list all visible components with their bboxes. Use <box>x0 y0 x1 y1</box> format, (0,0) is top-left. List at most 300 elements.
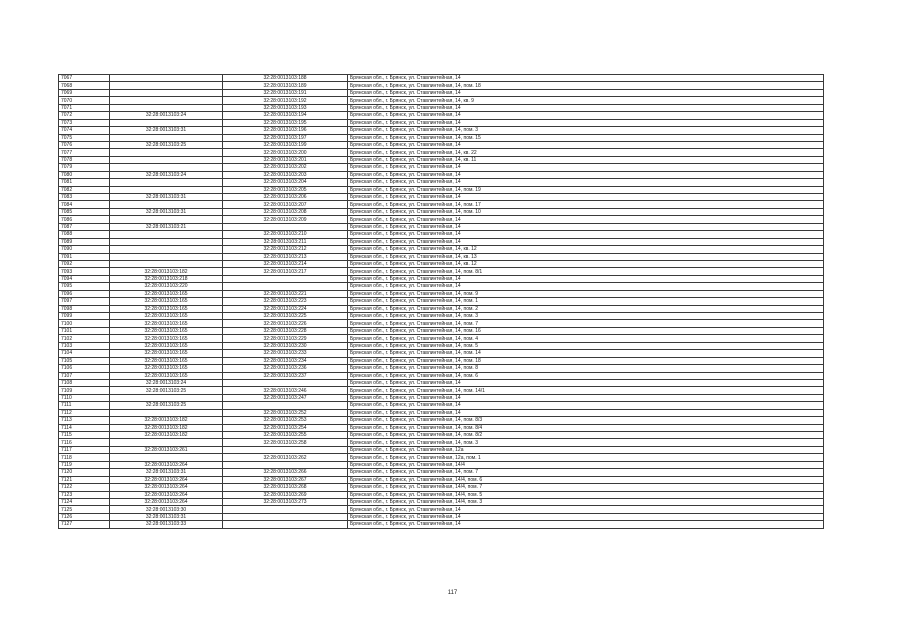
parent-cadastral-number-cell: 32:28:0013103:31 <box>110 127 223 134</box>
table-row <box>59 112 824 119</box>
row-number-cell: 7082 <box>59 186 110 193</box>
table-row <box>59 357 824 364</box>
cadastral-number-cell: 32:28:0013103:209 <box>223 216 348 223</box>
parent-cadastral-number-cell <box>110 260 223 267</box>
cadastral-number-cell: 32:28:0013103:247 <box>223 394 348 401</box>
table-row <box>59 164 824 171</box>
table-row <box>59 439 824 446</box>
address-cell: Брянская обл., г. Брянск, ул. Ставлинтейная, 14, пом. 8/1 <box>348 268 824 275</box>
table-row <box>59 119 824 126</box>
address-cell: Брянская обл., г. Брянск, ул. Ставлинтейная, 14, пом. 7 <box>348 320 824 327</box>
address-cell: Брянская обл., г. Брянск, ул. Ставлинтейная, 14 <box>348 394 824 401</box>
table-row <box>59 521 824 528</box>
address-cell: Брянская обл., г. Брянск, ул. Ставлинтейная, 14 <box>348 402 824 409</box>
row-number-cell: 7123 <box>59 491 110 498</box>
address-cell: Брянская обл., г. Брянск, ул. Ставлинтейная, 14 <box>348 171 824 178</box>
cadastral-number-cell: 32:28:0013103:189 <box>223 82 348 89</box>
parent-cadastral-number-cell: 32:28:0013103:21 <box>110 223 223 230</box>
row-number-cell: 7081 <box>59 179 110 186</box>
cadastral-number-cell: 32:28:0013103:211 <box>223 238 348 245</box>
cadastral-number-cell: 32:28:0013103:196 <box>223 127 348 134</box>
row-number-cell: 7097 <box>59 298 110 305</box>
parent-cadastral-number-cell <box>110 134 223 141</box>
parent-cadastral-number-cell: 32:28:0013103:165 <box>110 313 223 320</box>
table-row <box>59 75 824 82</box>
address-cell: Брянская обл., г. Брянск, ул. Ставлинтейная, 14, пом. 9 <box>348 290 824 297</box>
parent-cadastral-number-cell <box>110 238 223 245</box>
registry-table-container <box>58 74 824 529</box>
row-number-cell: 7100 <box>59 320 110 327</box>
row-number-cell: 7092 <box>59 260 110 267</box>
parent-cadastral-number-cell <box>110 75 223 82</box>
table-row <box>59 216 824 223</box>
cadastral-number-cell: 32:28:0013103:205 <box>223 186 348 193</box>
cadastral-number-cell: 32:28:0013103:255 <box>223 432 348 439</box>
table-row <box>59 208 824 215</box>
table-row <box>59 320 824 327</box>
table-row <box>59 246 824 253</box>
table-row <box>59 179 824 186</box>
parent-cadastral-number-cell <box>110 119 223 126</box>
row-number-cell: 7085 <box>59 208 110 215</box>
address-cell: Брянская обл., г. Брянск, ул. Ставлинтейная, 14/4, пом. 3 <box>348 498 824 505</box>
cadastral-number-cell: 32:28:0013103:206 <box>223 194 348 201</box>
table-row <box>59 372 824 379</box>
cadastral-number-cell: 32:28:0013103:268 <box>223 484 348 491</box>
parent-cadastral-number-cell: 32:28:0013103:31 <box>110 513 223 520</box>
cadastral-number-cell: 32:28:0013103:207 <box>223 201 348 208</box>
cadastral-number-cell: 32:28:0013103:221 <box>223 290 348 297</box>
address-cell: Брянская обл., г. Брянск, ул. Ставлинтейная, 14, пом. 3 <box>348 127 824 134</box>
address-cell: Брянская обл., г. Брянск, ул. Ставлинтейная, 14, пом. 3 <box>348 439 824 446</box>
parent-cadastral-number-cell <box>110 394 223 401</box>
parent-cadastral-number-cell <box>110 454 223 461</box>
parent-cadastral-number-cell: 32:28:0013103:165 <box>110 342 223 349</box>
parent-cadastral-number-cell <box>110 186 223 193</box>
cadastral-number-cell: 32:28:0013103:273 <box>223 498 348 505</box>
cadastral-number-cell: 32:28:0013103:213 <box>223 253 348 260</box>
address-cell: Брянская обл., г. Брянск, ул. Ставлинтейная, 14 <box>348 194 824 201</box>
address-cell: Брянская обл., г. Брянск, ул. Ставлинтейная, 14 <box>348 379 824 386</box>
row-number-cell: 7070 <box>59 97 110 104</box>
row-number-cell: 7098 <box>59 305 110 312</box>
address-cell: Брянская обл., г. Брянск, ул. Ставлинтейная, 14 <box>348 231 824 238</box>
row-number-cell: 7114 <box>59 424 110 431</box>
address-cell: Брянская обл., г. Брянск, ул. Ставлинтейная, 14, кв. 22 <box>348 149 824 156</box>
address-cell: Брянская обл., г. Брянск, ул. Ставлинтейная, 14 <box>348 513 824 520</box>
table-row <box>59 305 824 312</box>
row-number-cell: 7113 <box>59 417 110 424</box>
row-number-cell: 7115 <box>59 432 110 439</box>
cadastral-number-cell: 32:28:0013103:224 <box>223 305 348 312</box>
row-number-cell: 7067 <box>59 75 110 82</box>
table-row <box>59 446 824 453</box>
row-number-cell: 7076 <box>59 141 110 148</box>
table-row <box>59 432 824 439</box>
row-number-cell: 7118 <box>59 454 110 461</box>
cadastral-number-cell: 32:28:0013103:195 <box>223 119 348 126</box>
address-cell: Брянская обл., г. Брянск, ул. Ставлинтейная, 14, пом. 2 <box>348 305 824 312</box>
table-row <box>59 127 824 134</box>
parent-cadastral-number-cell <box>110 104 223 111</box>
address-cell: Брянская обл., г. Брянск, ул. Ставлинтейная, 14, пом. 8/4 <box>348 424 824 431</box>
cadastral-number-cell <box>223 446 348 453</box>
parent-cadastral-number-cell: 32:28:0013103:264 <box>110 476 223 483</box>
address-cell: Брянская обл., г. Брянск, ул. Ставлинтейная, 14, кв. 13 <box>348 253 824 260</box>
row-number-cell: 7105 <box>59 357 110 364</box>
parent-cadastral-number-cell: 32:28:0013103:31 <box>110 194 223 201</box>
table-row <box>59 379 824 386</box>
address-cell: Брянская обл., г. Брянск, ул. Ставлинтейная, 14, пом. 7 <box>348 469 824 476</box>
parent-cadastral-number-cell: 32:28:0013103:165 <box>110 335 223 342</box>
parent-cadastral-number-cell: 32:28:0013103:165 <box>110 372 223 379</box>
row-number-cell: 7074 <box>59 127 110 134</box>
parent-cadastral-number-cell: 32:28:0013103:165 <box>110 350 223 357</box>
address-cell: Брянская обл., г. Брянск, ул. Ставлинтейная, 14, пом. 8/3 <box>348 417 824 424</box>
row-number-cell: 7122 <box>59 484 110 491</box>
row-number-cell: 7096 <box>59 290 110 297</box>
table-row <box>59 298 824 305</box>
parent-cadastral-number-cell: 32:28:0013103:24 <box>110 171 223 178</box>
address-cell: Брянская обл., г. Брянск, ул. Ставлинтейная, 14, пом. 18 <box>348 82 824 89</box>
row-number-cell: 7095 <box>59 283 110 290</box>
cadastral-number-cell: 32:28:0013103:229 <box>223 335 348 342</box>
parent-cadastral-number-cell: 32:28:0013103:182 <box>110 417 223 424</box>
table-row <box>59 275 824 282</box>
address-cell: Брянская обл., г. Брянск, ул. Ставлинтейная, 14, пом. 16 <box>348 327 824 334</box>
address-cell: Брянская обл., г. Брянск, ул. Ставлинтейная, 14, пом. 14 <box>348 350 824 357</box>
cadastral-number-cell: 32:28:0013103:210 <box>223 231 348 238</box>
parent-cadastral-number-cell: 32:28:0013103:24 <box>110 112 223 119</box>
table-row <box>59 134 824 141</box>
parent-cadastral-number-cell: 32:28:0013103:165 <box>110 320 223 327</box>
address-cell: Брянская обл., г. Брянск, ул. Ставлинтейная, 14 <box>348 409 824 416</box>
cadastral-number-cell: 32:28:0013103:246 <box>223 387 348 394</box>
address-cell: Брянская обл., г. Брянск, ул. Ставлинтейная, 14, пом. 4 <box>348 335 824 342</box>
cadastral-number-cell: 32:28:0013103:204 <box>223 179 348 186</box>
address-cell: Брянская обл., г. Брянск, ул. Ставлинтейная, 14, кв. 9 <box>348 97 824 104</box>
parent-cadastral-number-cell: 32:28:0013103:182 <box>110 432 223 439</box>
cadastral-number-cell: 32:28:0013103:226 <box>223 320 348 327</box>
row-number-cell: 7091 <box>59 253 110 260</box>
address-cell: Брянская обл., г. Брянск, ул. Ставлинтейная, 14 <box>348 223 824 230</box>
cadastral-number-cell: 32:28:0013103:208 <box>223 208 348 215</box>
table-row <box>59 387 824 394</box>
table-row <box>59 149 824 156</box>
parent-cadastral-number-cell: 32:28:0013103:30 <box>110 506 223 513</box>
parent-cadastral-number-cell <box>110 409 223 416</box>
cadastral-number-cell <box>223 223 348 230</box>
row-number-cell: 7088 <box>59 231 110 238</box>
parent-cadastral-number-cell <box>110 246 223 253</box>
table-row <box>59 104 824 111</box>
table-row <box>59 402 824 409</box>
parent-cadastral-number-cell <box>110 439 223 446</box>
table-row <box>59 82 824 89</box>
row-number-cell: 7108 <box>59 379 110 386</box>
address-cell: Брянская обл., г. Брянск, ул. Ставлинтейная, 14, пом. 17 <box>348 201 824 208</box>
table-row <box>59 476 824 483</box>
address-cell: Брянская обл., г. Брянск, ул. Ставлинтейная, 14, пом. 5 <box>348 342 824 349</box>
address-cell: Брянская обл., г. Брянск, ул. Ставлинтейная, 14 <box>348 119 824 126</box>
table-row <box>59 194 824 201</box>
cadastral-number-cell: 32:28:0013103:258 <box>223 439 348 446</box>
cadastral-number-cell: 32:28:0013103:201 <box>223 156 348 163</box>
table-row <box>59 201 824 208</box>
table-row <box>59 260 824 267</box>
row-number-cell: 7089 <box>59 238 110 245</box>
parent-cadastral-number-cell: 32:28:0013103:165 <box>110 365 223 372</box>
address-cell: Брянская обл., г. Брянск, ул. Ставлинтейная, 14, пом. 6 <box>348 372 824 379</box>
address-cell: Брянская обл., г. Брянск, ул. Ставлинтейная, 14, пом. 8 <box>348 365 824 372</box>
cadastral-number-cell: 32:28:0013103:192 <box>223 97 348 104</box>
address-cell: Брянская обл., г. Брянск, ул. Ставлинтейная, 12а <box>348 446 824 453</box>
parent-cadastral-number-cell: 32:28:0013103:261 <box>110 446 223 453</box>
cadastral-number-cell <box>223 402 348 409</box>
row-number-cell: 7106 <box>59 365 110 372</box>
row-number-cell: 7080 <box>59 171 110 178</box>
parent-cadastral-number-cell <box>110 231 223 238</box>
cadastral-number-cell <box>223 283 348 290</box>
cadastral-number-cell: 32:28:0013103:217 <box>223 268 348 275</box>
parent-cadastral-number-cell <box>110 201 223 208</box>
cadastral-number-cell <box>223 521 348 528</box>
address-cell: Брянская обл., г. Брянск, ул. Ставлинтейная, 14, пом. 18 <box>348 357 824 364</box>
registry-table <box>58 74 824 529</box>
parent-cadastral-number-cell: 32:28:0013103:264 <box>110 491 223 498</box>
cadastral-number-cell: 32:28:0013103:269 <box>223 491 348 498</box>
parent-cadastral-number-cell <box>110 82 223 89</box>
parent-cadastral-number-cell: 32:28:0013103:31 <box>110 208 223 215</box>
parent-cadastral-number-cell <box>110 164 223 171</box>
table-row <box>59 365 824 372</box>
cadastral-number-cell <box>223 506 348 513</box>
parent-cadastral-number-cell: 32:28:0013103:264 <box>110 461 223 468</box>
parent-cadastral-number-cell: 32:28:0013103:165 <box>110 305 223 312</box>
parent-cadastral-number-cell: 32:28:0013103:165 <box>110 327 223 334</box>
cadastral-number-cell: 32:28:0013103:237 <box>223 372 348 379</box>
cadastral-number-cell: 32:28:0013103:230 <box>223 342 348 349</box>
table-row <box>59 350 824 357</box>
parent-cadastral-number-cell <box>110 149 223 156</box>
address-cell: Брянская обл., г. Брянск, ул. Ставлинтейная, 14, кв. 12 <box>348 246 824 253</box>
registry-table-body <box>59 75 824 529</box>
row-number-cell: 7102 <box>59 335 110 342</box>
cadastral-number-cell: 32:28:0013103:262 <box>223 454 348 461</box>
row-number-cell: 7125 <box>59 506 110 513</box>
cadastral-number-cell: 32:28:0013103:199 <box>223 141 348 148</box>
cadastral-number-cell: 32:28:0013103:267 <box>223 476 348 483</box>
parent-cadastral-number-cell: 32:28:0013103:31 <box>110 469 223 476</box>
row-number-cell: 7110 <box>59 394 110 401</box>
parent-cadastral-number-cell: 32:28:0013103:24 <box>110 379 223 386</box>
row-number-cell: 7107 <box>59 372 110 379</box>
row-number-cell: 7084 <box>59 201 110 208</box>
table-row <box>59 327 824 334</box>
row-number-cell: 7075 <box>59 134 110 141</box>
cadastral-number-cell: 32:28:0013103:188 <box>223 75 348 82</box>
cadastral-number-cell: 32:28:0013103:225 <box>223 313 348 320</box>
table-row <box>59 417 824 424</box>
table-row <box>59 454 824 461</box>
table-row <box>59 186 824 193</box>
table-row <box>59 156 824 163</box>
parent-cadastral-number-cell <box>110 216 223 223</box>
cadastral-number-cell: 32:28:0013103:212 <box>223 246 348 253</box>
row-number-cell: 7077 <box>59 149 110 156</box>
row-number-cell: 7121 <box>59 476 110 483</box>
cadastral-number-cell: 32:28:0013103:236 <box>223 365 348 372</box>
row-number-cell: 7112 <box>59 409 110 416</box>
row-number-cell: 7068 <box>59 82 110 89</box>
cadastral-number-cell: 32:28:0013103:191 <box>223 89 348 96</box>
table-row <box>59 89 824 96</box>
address-cell: Брянская обл., г. Брянск, ул. Ставлинтейная, 14 <box>348 104 824 111</box>
table-row <box>59 268 824 275</box>
address-cell: Брянская обл., г. Брянск, ул. Ставлинтейная, 14, пом. 10 <box>348 208 824 215</box>
row-number-cell: 7120 <box>59 469 110 476</box>
cadastral-number-cell: 32:28:0013103:253 <box>223 417 348 424</box>
address-cell: Брянская обл., г. Брянск, ул. Ставлинтейная, 14, пом. 1 <box>348 298 824 305</box>
row-number-cell: 7099 <box>59 313 110 320</box>
table-row <box>59 290 824 297</box>
table-row <box>59 171 824 178</box>
address-cell: Брянская обл., г. Брянск, ул. Ставлинтейная, 14/4 <box>348 461 824 468</box>
table-row <box>59 97 824 104</box>
row-number-cell: 7069 <box>59 89 110 96</box>
row-number-cell: 7111 <box>59 402 110 409</box>
address-cell: Брянская обл., г. Брянск, ул. Ставлинтейная, 14 <box>348 275 824 282</box>
cadastral-number-cell <box>223 275 348 282</box>
row-number-cell: 7127 <box>59 521 110 528</box>
parent-cadastral-number-cell <box>110 89 223 96</box>
address-cell: Брянская обл., г. Брянск, ул. Ставлинтейная, 14 <box>348 164 824 171</box>
table-row <box>59 231 824 238</box>
table-row <box>59 498 824 505</box>
row-number-cell: 7119 <box>59 461 110 468</box>
cadastral-number-cell <box>223 461 348 468</box>
cadastral-number-cell: 32:28:0013103:194 <box>223 112 348 119</box>
cadastral-number-cell: 32:28:0013103:234 <box>223 357 348 364</box>
parent-cadastral-number-cell: 32:28:0013103:182 <box>110 268 223 275</box>
table-row <box>59 484 824 491</box>
cadastral-number-cell: 32:28:0013103:233 <box>223 350 348 357</box>
row-number-cell: 7117 <box>59 446 110 453</box>
address-cell: Брянская обл., г. Брянск, ул. Ставлинтейная, 14, кв. 12 <box>348 260 824 267</box>
cadastral-number-cell <box>223 379 348 386</box>
parent-cadastral-number-cell <box>110 97 223 104</box>
table-row <box>59 513 824 520</box>
parent-cadastral-number-cell: 32:28:0013103:264 <box>110 498 223 505</box>
parent-cadastral-number-cell: 32:28:0013103:25 <box>110 141 223 148</box>
address-cell: Брянская обл., г. Брянск, ул. Ставлинтейная, 14, пом. 19 <box>348 186 824 193</box>
parent-cadastral-number-cell <box>110 156 223 163</box>
table-row <box>59 491 824 498</box>
table-row <box>59 469 824 476</box>
address-cell: Брянская обл., г. Брянск, ул. Ставлинтейная, 14 <box>348 89 824 96</box>
address-cell: Брянская обл., г. Брянск, ул. Ставлинтейная, 14 <box>348 75 824 82</box>
cadastral-number-cell: 32:28:0013103:200 <box>223 149 348 156</box>
table-row <box>59 342 824 349</box>
row-number-cell: 7124 <box>59 498 110 505</box>
row-number-cell: 7072 <box>59 112 110 119</box>
address-cell: Брянская обл., г. Брянск, ул. Ставлинтейная, 14 <box>348 179 824 186</box>
parent-cadastral-number-cell <box>110 253 223 260</box>
table-row <box>59 238 824 245</box>
cadastral-number-cell: 32:28:0013103:266 <box>223 469 348 476</box>
address-cell: Брянская обл., г. Брянск, ул. Ставлинтейная, 14 <box>348 506 824 513</box>
table-row <box>59 394 824 401</box>
address-cell: Брянская обл., г. Брянск, ул. Ставлинтейная, 14, пом. 15 <box>348 134 824 141</box>
cadastral-number-cell: 32:28:0013103:203 <box>223 171 348 178</box>
address-cell: Брянская обл., г. Брянск, ул. Ставлинтейная, 14/4, пом. 6 <box>348 476 824 483</box>
address-cell: Брянская обл., г. Брянск, ул. Ставлинтейная, 14, пом. 14/1 <box>348 387 824 394</box>
row-number-cell: 7073 <box>59 119 110 126</box>
address-cell: Брянская обл., г. Брянск, ул. Ставлинтейная, 14 <box>348 521 824 528</box>
parent-cadastral-number-cell: 32:28:0013103:220 <box>110 283 223 290</box>
table-row <box>59 424 824 431</box>
row-number-cell: 7086 <box>59 216 110 223</box>
row-number-cell: 7090 <box>59 246 110 253</box>
address-cell: Брянская обл., г. Брянск, ул. Ставлинтейная, 14 <box>348 283 824 290</box>
parent-cadastral-number-cell: 32:28:0013103:25 <box>110 387 223 394</box>
cadastral-number-cell <box>223 513 348 520</box>
parent-cadastral-number-cell: 32:28:0013103:182 <box>110 424 223 431</box>
row-number-cell: 7079 <box>59 164 110 171</box>
row-number-cell: 7101 <box>59 327 110 334</box>
table-row <box>59 141 824 148</box>
address-cell: Брянская обл., г. Брянск, ул. Ставлинтейная, 14 <box>348 216 824 223</box>
row-number-cell: 7083 <box>59 194 110 201</box>
row-number-cell: 7078 <box>59 156 110 163</box>
parent-cadastral-number-cell: 32:28:0013103:218 <box>110 275 223 282</box>
cadastral-number-cell: 32:28:0013103:197 <box>223 134 348 141</box>
row-number-cell: 7087 <box>59 223 110 230</box>
row-number-cell: 7104 <box>59 350 110 357</box>
cadastral-number-cell: 32:28:0013103:202 <box>223 164 348 171</box>
parent-cadastral-number-cell: 32:28:0013103:264 <box>110 484 223 491</box>
row-number-cell: 7109 <box>59 387 110 394</box>
cadastral-number-cell: 32:28:0013103:252 <box>223 409 348 416</box>
parent-cadastral-number-cell: 32:28:0013103:33 <box>110 521 223 528</box>
page-number: 117 <box>447 590 458 596</box>
parent-cadastral-number-cell: 32:28:0013103:25 <box>110 402 223 409</box>
row-number-cell: 7071 <box>59 104 110 111</box>
cadastral-number-cell: 32:28:0013103:223 <box>223 298 348 305</box>
row-number-cell: 7116 <box>59 439 110 446</box>
address-cell: Брянская обл., г. Брянск, ул. Ставлинтейная, 14 <box>348 112 824 119</box>
row-number-cell: 7093 <box>59 268 110 275</box>
table-row <box>59 223 824 230</box>
table-row <box>59 313 824 320</box>
row-number-cell: 7126 <box>59 513 110 520</box>
table-row <box>59 283 824 290</box>
cadastral-number-cell: 32:28:0013103:214 <box>223 260 348 267</box>
cadastral-number-cell: 32:28:0013103:193 <box>223 104 348 111</box>
address-cell: Брянская обл., г. Брянск, ул. Ставлинтейная, 14 <box>348 238 824 245</box>
table-row <box>59 461 824 468</box>
parent-cadastral-number-cell: 32:28:0013103:165 <box>110 298 223 305</box>
address-cell: Брянская обл., г. Брянск, ул. Ставлинтейная, 14, кв. 11 <box>348 156 824 163</box>
table-row <box>59 335 824 342</box>
address-cell: Брянская обл., г. Брянск, ул. Ставлинтейная, 14/4, пом. 7 <box>348 484 824 491</box>
address-cell: Брянская обл., г. Брянск, ул. Ставлинтейная, 14, пом. 8/2 <box>348 432 824 439</box>
cadastral-number-cell: 32:28:0013103:254 <box>223 424 348 431</box>
address-cell: Брянская обл., г. Брянск, ул. Ставлинтейная, 12а, пом. 1 <box>348 454 824 461</box>
parent-cadastral-number-cell: 32:28:0013103:165 <box>110 290 223 297</box>
address-cell: Брянская обл., г. Брянск, ул. Ставлинтейная, 14, пом. 3 <box>348 313 824 320</box>
parent-cadastral-number-cell <box>110 179 223 186</box>
